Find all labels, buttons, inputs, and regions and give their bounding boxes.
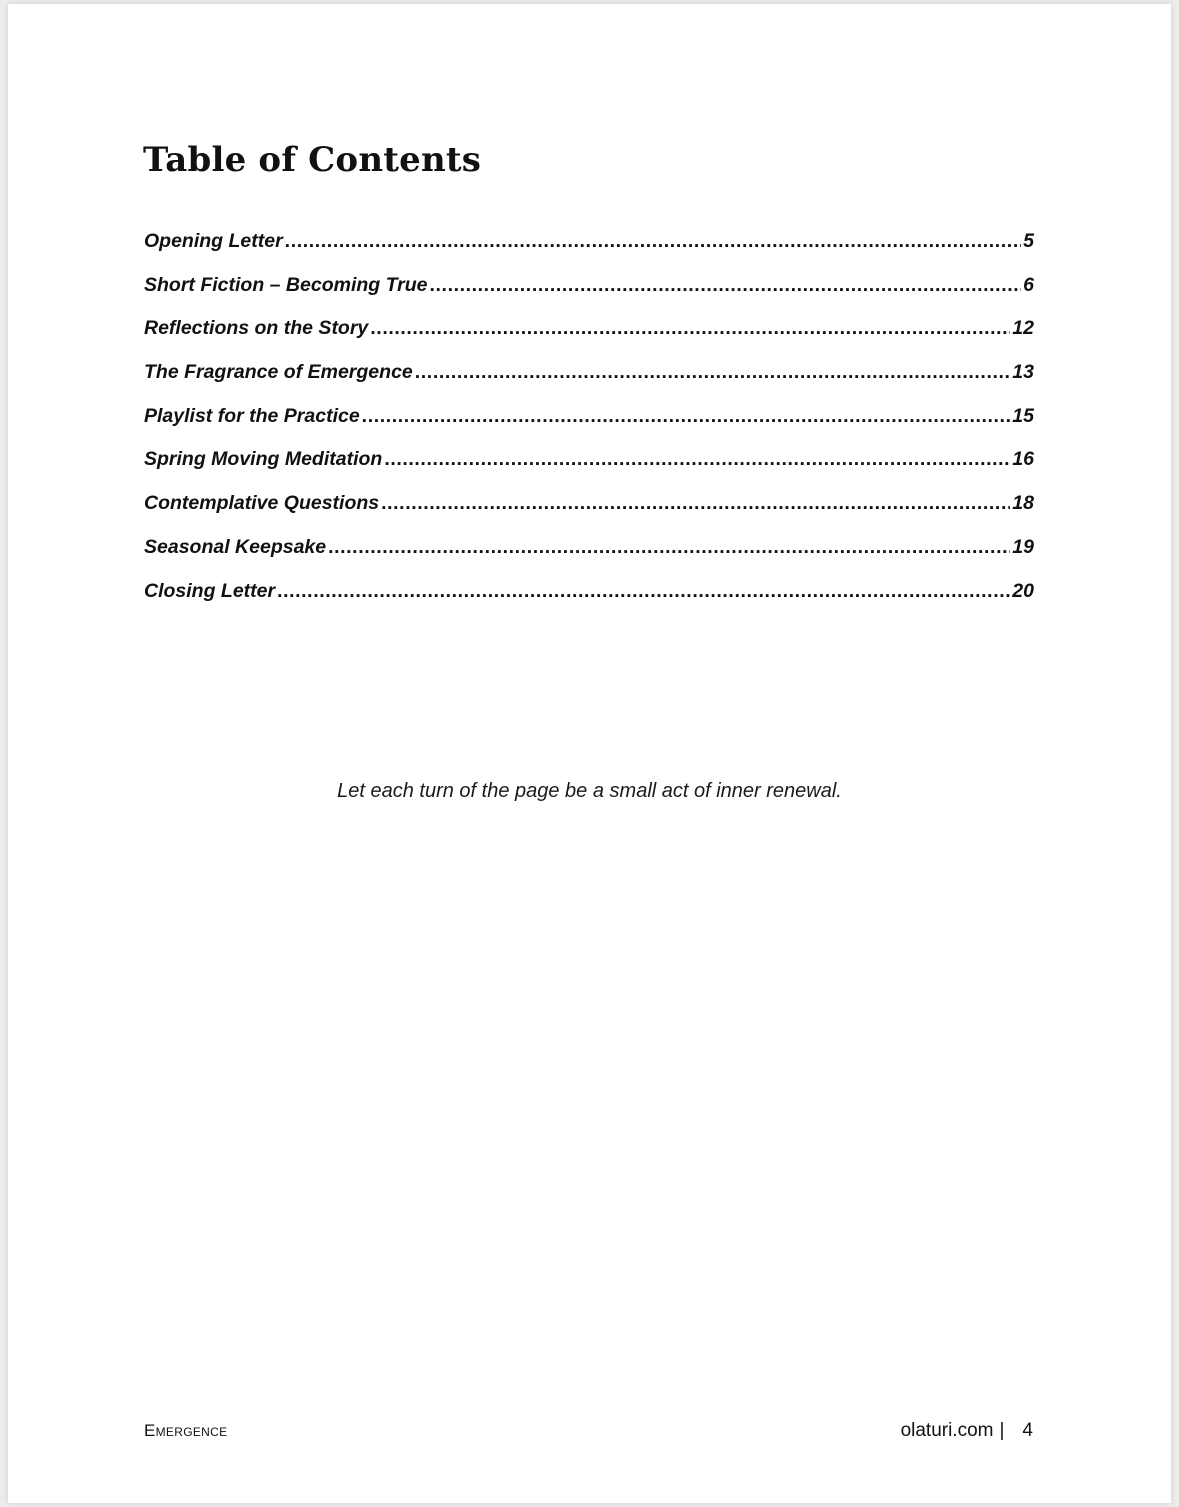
toc-entry-page: 12 <box>1012 317 1034 340</box>
toc-dot-leader <box>415 361 1011 384</box>
footer-page-number: 4 <box>1022 1420 1033 1441</box>
toc-entry[interactable] <box>144 405 1034 449</box>
toc-dot-leader <box>362 405 1011 428</box>
toc-entry[interactable] <box>144 361 1034 405</box>
toc-entry-label: Seasonal Keepsake <box>144 535 327 558</box>
toc-entry[interactable] <box>144 274 1034 318</box>
toc-entry-page: 18 <box>1012 492 1034 515</box>
toc-entry-label: Closing Letter <box>144 579 276 602</box>
footer-separator: | <box>999 1420 1005 1441</box>
footer-title: Emergence <box>144 1421 228 1440</box>
toc-entry-page: 13 <box>1012 361 1034 384</box>
toc-entry[interactable] <box>144 230 1034 274</box>
toc-entry-label: Short Fiction – Becoming True <box>144 273 428 296</box>
toc-entry[interactable] <box>144 492 1034 536</box>
toc-entry-page: 6 <box>1023 273 1034 296</box>
toc-entry[interactable] <box>144 580 1034 624</box>
toc-entry-label: Opening Letter <box>144 230 283 252</box>
toc-entry[interactable] <box>144 536 1034 580</box>
toc-dot-leader <box>430 274 1022 297</box>
toc-entry-label: Reflections on the Story <box>144 317 369 340</box>
toc-entry-label: Playlist for the Practice <box>144 404 360 427</box>
toc-dot-leader <box>277 580 1010 603</box>
toc-entry-page: 15 <box>1012 404 1034 427</box>
table-of-contents <box>144 230 1034 623</box>
page-title: Table of Contents <box>143 140 482 180</box>
toc-dot-leader <box>370 317 1010 340</box>
toc-entry-page: 16 <box>1012 448 1034 471</box>
toc-entry[interactable] <box>144 317 1034 361</box>
footer-site: olaturi.com <box>900 1420 994 1441</box>
toc-dot-leader <box>384 448 1010 471</box>
toc-dot-leader <box>285 230 1021 253</box>
toc-dot-leader <box>328 536 1010 559</box>
toc-dot-leader <box>381 492 1010 515</box>
toc-entry-label: Contemplative Questions <box>144 492 380 515</box>
footer-right <box>901 1420 1033 1442</box>
toc-entry-label: Spring Moving Meditation <box>144 448 383 471</box>
toc-entry[interactable] <box>144 448 1034 492</box>
toc-entry-page: 20 <box>1012 579 1034 602</box>
toc-entry-label: The Fragrance of Emergence <box>144 361 413 384</box>
document-page <box>8 4 1171 1503</box>
toc-entry-page: 19 <box>1012 535 1034 558</box>
tagline: Let each turn of the page be a small act of inner renewal. <box>337 780 842 802</box>
toc-entry-page: 5 <box>1023 230 1034 252</box>
